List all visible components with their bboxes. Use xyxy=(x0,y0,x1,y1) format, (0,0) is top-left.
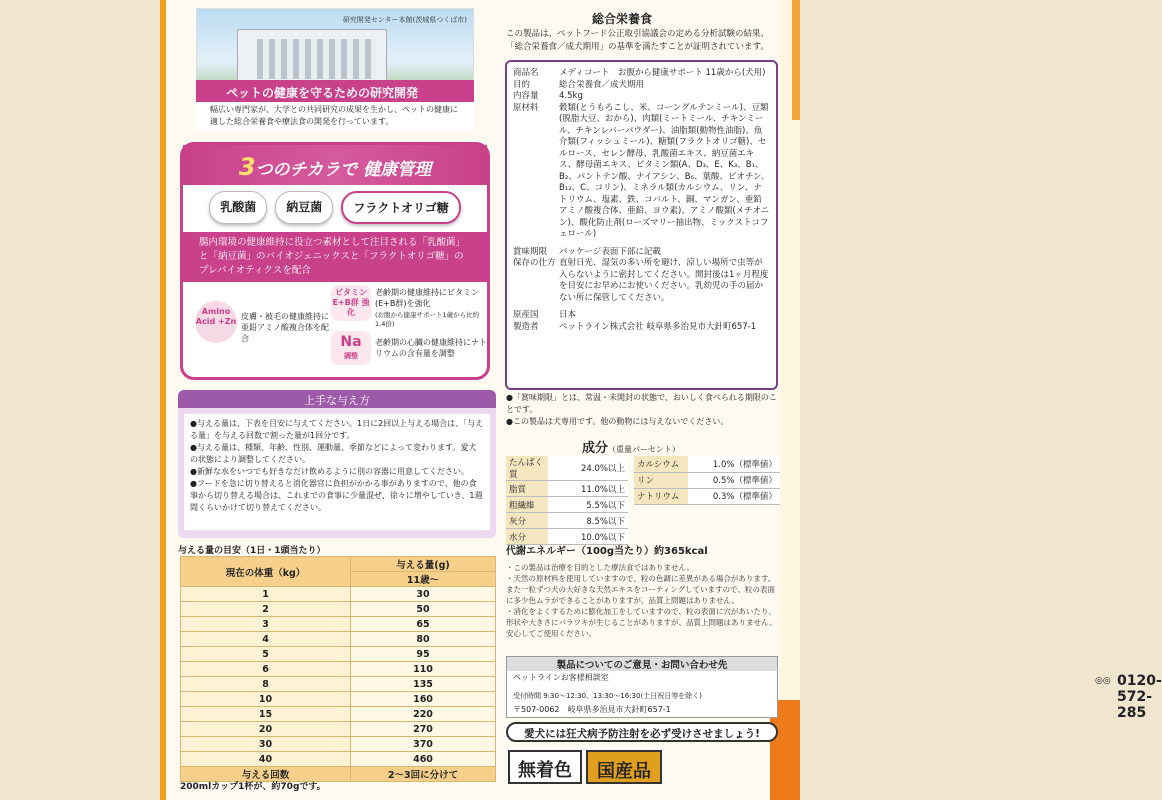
amount-cell: 50 xyxy=(351,602,496,617)
table-row xyxy=(181,587,496,602)
table-row xyxy=(181,692,496,707)
contact-office: ペットラインお客様相談室 xyxy=(513,673,609,682)
feeding-item: ●フードを急に切り替えると消化器官に負担がかかる事がありますので、他の食事から切り替える場合は、これまでの食事に少量混ぜ、徐々に増やしていき、1週間くらいかけて切り替えてください。 xyxy=(190,479,483,512)
contact-phone: 0120-572-285 xyxy=(1117,673,1162,721)
weight-cell: 1 xyxy=(181,587,351,602)
feeding-item: ●与える量は、下表を目安に与えてください。1日に2回以上与える場合は、「与える量」を与える回数で割った量が1回分です。 xyxy=(190,419,484,440)
amount-cell: 30 xyxy=(351,587,496,602)
amount-cell: 370 xyxy=(351,737,496,752)
composition-value: 11.0%以上 xyxy=(548,481,628,497)
weight-cell: 20 xyxy=(181,722,351,737)
spec-row xyxy=(513,258,770,304)
table-row xyxy=(181,722,496,737)
cup-note: 200mlカップ1杯が、約70gです。 xyxy=(180,782,326,792)
composition-row xyxy=(506,497,628,513)
table-row xyxy=(181,752,496,767)
powers-description: 腸内環境の健康維持に役立つ素材として注目される「乳酸菌」と「納豆菌」のバイオジェニックスと「フラクトオリゴ糖」のプレバイオティクスを配合 xyxy=(183,232,487,282)
weight-cell: 40 xyxy=(181,752,351,767)
amino-zinc-text: 皮膚・被毛の健康維持に亜鉛アミノ酸複合体を配合 xyxy=(241,312,329,343)
spec-value: 穀類(とうもろこし、米、コーングルテンミール)、豆類(脱脂大豆、おから)、肉類(ミートミール、チキンミール、チキンレバーパウダー)、油脂類(動物性油脂)、魚介類(フィッシュミール)、糖類(フラクトオリゴ糖)、セルロース、セレン酵母、乳酸菌エキス、納豆菌エキス、酵母菌エキス、ビタミン類(A、D₃、E、K₃、B₁、B₂、パントテン酸、ナイアシン、B₆、葉酸、ビオチン、B₁₂、C、コリン)、ミネラル類(カルシウム、リン、ナトリウム、塩素、鉄、コバルト、銅、マンガン、亜鉛アミノ酸複合体、亜鉛、ヨウ素)、アミノ酸類(メチオニン)、酸化防止剤(ローズマリー抽出物、ミックストコフェロール) xyxy=(559,102,770,239)
heading-text: つのチカラで 健康管理 xyxy=(255,160,432,180)
pill-fructooligosaccharide: フラクトオリゴ糖 xyxy=(341,191,460,224)
photo-caption: 研究開発センター本館(茨城県つくば市) xyxy=(342,16,467,24)
composition-value: 10.0%以下 xyxy=(548,529,628,545)
three-powers-heading xyxy=(183,145,487,185)
composition-row xyxy=(634,456,780,472)
weight-cell: 4 xyxy=(181,632,351,647)
weight-cell: 5 xyxy=(181,647,351,662)
feeding-guide-body xyxy=(184,414,490,530)
spec-row xyxy=(513,91,770,103)
spec-key: 原産国 xyxy=(513,310,539,320)
composition-label: たんぱく質 xyxy=(506,456,548,481)
sodium-badge-icon xyxy=(331,331,371,365)
spec-value: 4.5kg xyxy=(559,91,583,101)
vitamin-subnote: (お腹から健康サポート1歳から比約1.4倍) xyxy=(375,311,480,328)
weight-cell: 10 xyxy=(181,692,351,707)
heading-number: 3 xyxy=(238,153,256,181)
contact-hours: 受付時間 9:30～12:30、13:30～16:30(土日祝日等を除く) xyxy=(513,692,702,700)
weight-cell: 15 xyxy=(181,707,351,722)
weight-cell: 6 xyxy=(181,662,351,677)
spec-key: 原材料 xyxy=(513,102,539,113)
pill-natto-bacteria: 納豆菌 xyxy=(275,191,333,224)
note-item: ・消化をよくするために膨化加工をしていますので、粒の表面に穴があいたり、形状や大きさにバラツキが生じることがありますが、品質上問題はありません。安心してご使用ください。 xyxy=(506,607,777,638)
spec-row xyxy=(513,103,770,241)
composition-table-left xyxy=(506,456,628,545)
table-row xyxy=(181,617,496,632)
spec-row xyxy=(513,68,770,80)
amino-zinc-badge-icon: Amino Acid +Zn xyxy=(195,301,237,343)
feeding-item: ●与える量は、種類、年齢、性別、運動量、季節などによって変わります。愛犬の状態により調整してください。 xyxy=(190,443,477,464)
amount-cell: 80 xyxy=(351,632,496,647)
right-edge-stripe xyxy=(780,0,800,800)
contact-address: 〒507-0062 岐阜県多治見市大針町657-1 xyxy=(513,705,671,714)
composition-row xyxy=(506,456,628,481)
composition-title-text: 成分 xyxy=(582,441,609,456)
amount-cell: 160 xyxy=(351,692,496,707)
spec-key: 賞味期限 xyxy=(513,246,548,257)
composition-label: 灰分 xyxy=(506,513,548,529)
dog-only-note: ●この製品は犬専用です。他の動物には与えないでください。 xyxy=(506,417,729,426)
composition-row xyxy=(634,472,780,488)
amount-cell: 110 xyxy=(351,662,496,677)
spec-value: 直射日光、湿気の多い所を避け、涼しい場所で虫等が入らないように密封してください。開封後は1ヶ月程度を目安にお早めにお使いください。乳幼児の手の届かない所に保管してください。 xyxy=(559,258,769,303)
composition-value: 0.3%（標準値） xyxy=(688,488,780,504)
contact-box xyxy=(506,656,1162,721)
vitamin-text: 老齢期の健康維持にビタミン(E+B群)を強化 xyxy=(375,288,479,308)
vitamin-badge-icon: ビタミン E+B群 強化 xyxy=(331,285,371,321)
sodium-adjusted-label: 調整 xyxy=(344,352,358,360)
amount-table-title: 与える量の目安（1日・1頭当たり） xyxy=(178,546,326,556)
made-in-japan-badge: 国産品 xyxy=(586,750,662,784)
composition-value: 8.5%以下 xyxy=(548,513,628,529)
spec-value: 日本 xyxy=(559,310,577,320)
feeding-guide-heading: 上手な与え方 xyxy=(178,390,496,408)
ingredient-pills xyxy=(183,191,487,224)
amount-cell: 135 xyxy=(351,677,496,692)
composition-title xyxy=(582,437,680,456)
composition-unit: （重量パーセント） xyxy=(608,445,680,454)
note-item: ・天然の原材料を使用していますので、粒の色調に差異がある場合があります。また一粒ずつ犬の大好きな天然エキスをコーティングしていますので、粒の表面に多少色ムラができることがありますが、品質上問題はありません。 xyxy=(506,574,776,605)
pill-lactic-acid-bacteria: 乳酸菌 xyxy=(209,191,267,224)
sodium-text: 老齢期の心臓の健康維持にナトリウムの含有量を調整 xyxy=(375,338,487,358)
spec-row xyxy=(513,322,770,334)
table-row xyxy=(181,632,496,647)
composition-value: 5.5%以下 xyxy=(548,497,628,513)
note-item: ・この製品は治療を目的とした療法食ではありません。 xyxy=(506,563,694,572)
product-notes xyxy=(506,562,778,639)
age-subheader: 11歳～ xyxy=(351,572,496,587)
research-text: 幅広い専門家が、大学との共同研究の成果を生かし、ペットの健康に適した総合栄養食や療法食の開発を行っています。 xyxy=(196,102,474,130)
nutrition-text: この製品は、ペットフード公正取引協議会の定める分析試験の結果、「総合栄養食／成犬期用」の基準を満たすことが証明されています。 xyxy=(506,29,769,52)
feeding-times-value: 2～3回に分けて xyxy=(351,767,496,782)
three-powers-box xyxy=(180,142,490,380)
composition-label: 粗繊維 xyxy=(506,497,548,513)
spec-row xyxy=(513,310,770,322)
spec-key: 製造者 xyxy=(513,321,539,332)
rabies-banner: 愛犬には狂犬病予防注射を必ず受けさせましょう! xyxy=(506,722,778,742)
composition-label: リン xyxy=(634,472,688,488)
composition-row xyxy=(506,481,628,497)
spec-row xyxy=(513,247,770,259)
spec-box xyxy=(505,60,778,390)
table-row xyxy=(181,647,496,662)
spec-value: パッケージ表面下部に記載 xyxy=(559,246,661,257)
amount-rows xyxy=(181,587,496,767)
composition-table-right xyxy=(634,456,780,505)
spec-value: メディコート お腹から健康サポート 11歳から(犬用) xyxy=(559,68,766,78)
table-row xyxy=(181,737,496,752)
weight-cell: 30 xyxy=(181,737,351,752)
composition-label: ナトリウム xyxy=(634,488,688,504)
building-windows xyxy=(257,39,377,79)
right-edge-accent-top xyxy=(792,0,800,120)
table-row xyxy=(181,677,496,692)
contact-heading: 製品についてのご意見・お問い合わせ先 xyxy=(507,657,777,671)
energy-text: 代謝エネルギー（100g当たり）約365kcal xyxy=(506,546,708,557)
after-spec-notes xyxy=(506,392,778,428)
spec-key: 保存の仕方 xyxy=(513,258,556,268)
spec-value: 総合栄養食／成犬期用 xyxy=(559,79,645,90)
weight-cell: 8 xyxy=(181,677,351,692)
composition-label: カルシウム xyxy=(634,456,688,472)
nutrition-title: 総合栄養食 xyxy=(592,12,653,26)
amount-cell: 65 xyxy=(351,617,496,632)
spec-key: 内容量 xyxy=(513,91,539,101)
sodium-symbol: Na xyxy=(340,334,362,350)
weight-cell: 3 xyxy=(181,617,351,632)
spec-key: 目的 xyxy=(513,79,531,90)
amount-header: 与える量(g) xyxy=(351,557,496,572)
composition-value: 24.0%以上 xyxy=(548,456,628,481)
spec-value: ペットライン株式会社 岐阜県多治見市大針町657-1 xyxy=(559,321,757,332)
amount-cell: 220 xyxy=(351,707,496,722)
feeding-times-label: 与える回数 xyxy=(181,767,351,782)
composition-value: 1.0%（標準値） xyxy=(688,456,780,472)
composition-value: 0.5%（標準値） xyxy=(688,472,780,488)
amount-cell: 460 xyxy=(351,752,496,767)
amount-cell: 95 xyxy=(351,647,496,662)
table-row xyxy=(181,602,496,617)
feeding-item: ●新鮮な水をいつでも好きなだけ飲めるように別の容器に用意してください。 xyxy=(190,467,469,476)
composition-row xyxy=(506,513,628,529)
spec-key: 商品名 xyxy=(513,68,539,78)
spec-row xyxy=(513,80,770,92)
feeding-guide-box xyxy=(178,390,496,538)
composition-label: 脂質 xyxy=(506,481,548,497)
composition-label: 水分 xyxy=(506,529,548,545)
table-row xyxy=(181,707,496,722)
weight-cell: 2 xyxy=(181,602,351,617)
composition-row xyxy=(634,488,780,504)
freedial-icon: ◎◎ xyxy=(1095,676,1111,686)
amount-cell: 270 xyxy=(351,722,496,737)
no-coloring-badge: 無着色 xyxy=(508,750,582,784)
feeding-amount-table xyxy=(180,556,496,782)
research-banner: ペットの健康を守るための研究開発 xyxy=(196,80,474,102)
expiry-note: ●「賞味期限」とは、常温・未開封の状態で、おいしく食べられる期限のことです。 xyxy=(506,393,777,414)
table-row xyxy=(181,662,496,677)
weight-header: 現在の体重（kg） xyxy=(181,557,351,587)
